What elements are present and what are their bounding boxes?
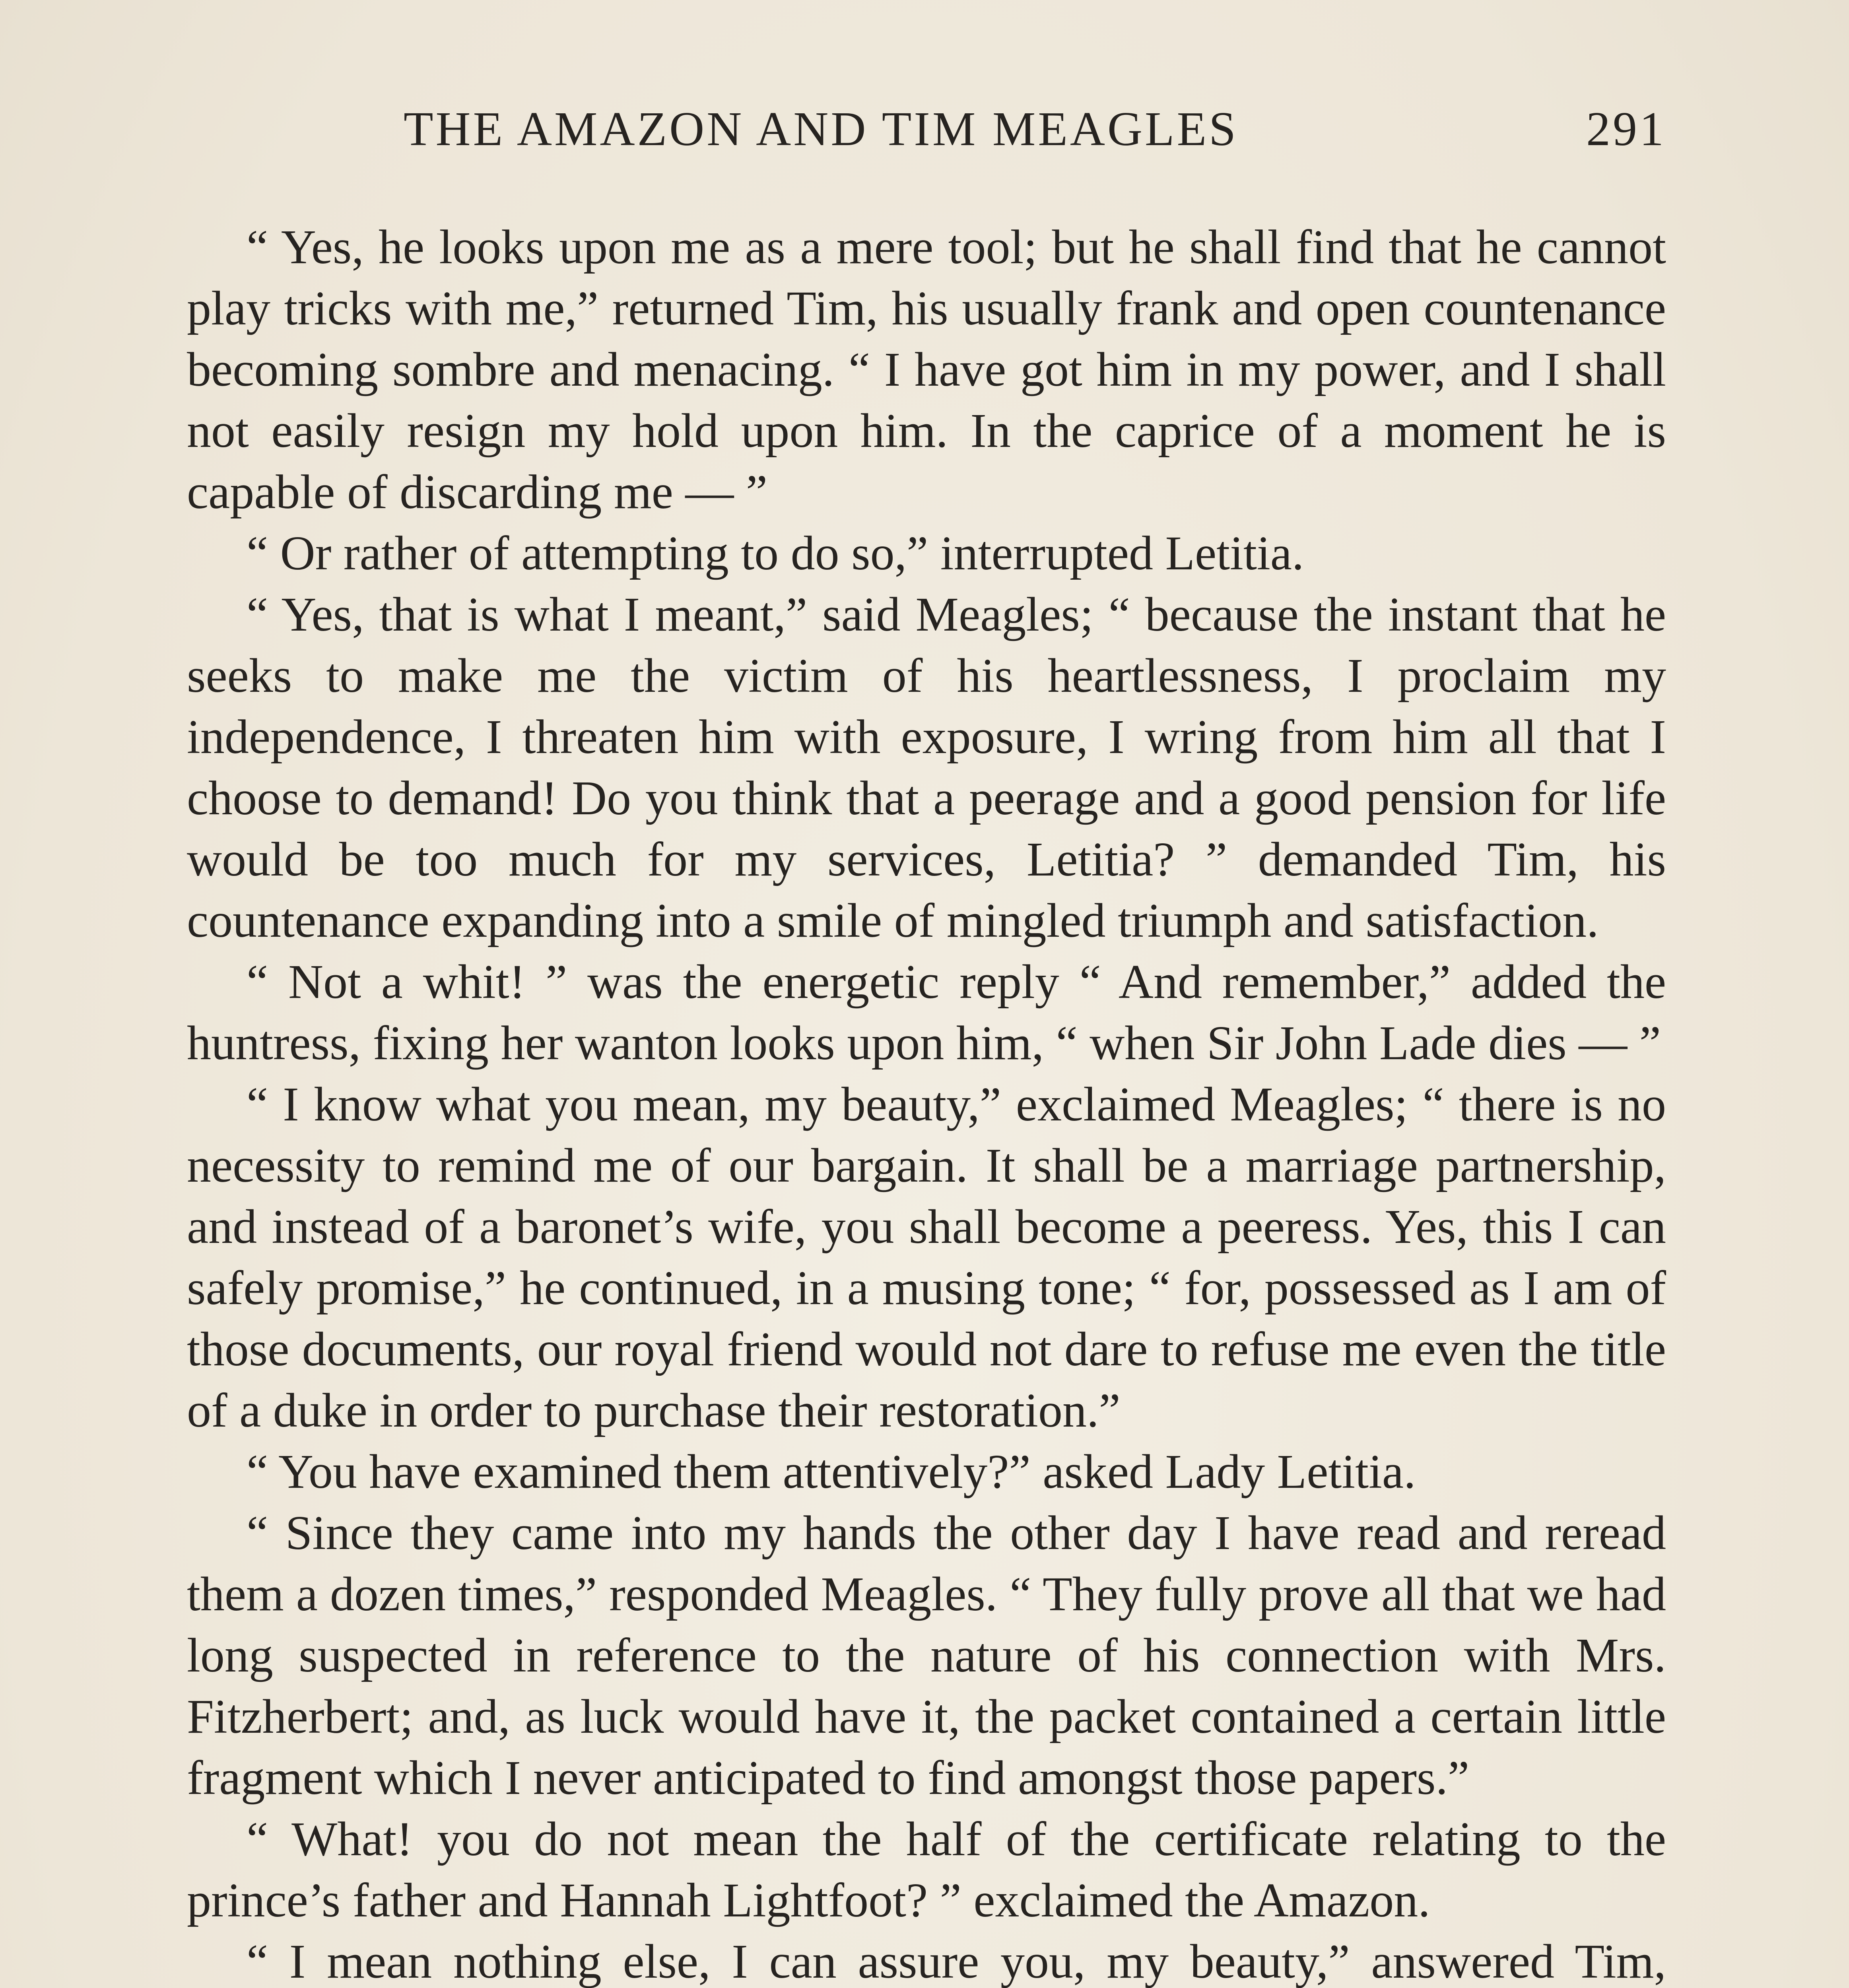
paragraph: “ Not a whit! ” was the energetic reply “ And remember,” added the huntress, fixing her wanton looks upon him, “ when Sir John Lade dies — ” bbox=[187, 955, 1666, 1070]
paragraph: “ Yes, he looks upon me as a mere tool; but he shall find that he cannot play tricks with me,” returned Tim, his usually frank and open countenance becoming sombre and menacing. “ I have got him in my power, and I shall not easily resign my hold upon him. In the caprice of a moment he is capable of discarding me — ” bbox=[187, 220, 1666, 519]
paragraph: “ I mean nothing else, I can assure you, my beauty,” answered Tim, bbox=[247, 1935, 1666, 1988]
page-number: 291 bbox=[1586, 102, 1666, 156]
running-title: THE AMAZON AND TIM MEAGLES bbox=[404, 102, 1238, 156]
paragraph: “ Or rather of attempting to do so,” interrupted Letitia. bbox=[247, 526, 1304, 580]
body-text bbox=[187, 217, 1666, 1988]
paragraph: “ What! you do not mean the half of the certificate relating to the prince’s father and Hannah Lightfoot? ” exclaimed the Amazon. bbox=[187, 1812, 1666, 1927]
paragraph: “ Since they came into my hands the other day I have read and reread them a dozen times,” responded Meagles. “ They fully prove all that we had long suspected in reference to the nature of his connection with Mrs. Fitzherbert; and, as luck would have it, the packet contained a certain little fragment which I never anticipated to find amongst those papers.” bbox=[187, 1506, 1666, 1805]
paragraph: “ You have examined them attentively?” asked Lady Letitia. bbox=[247, 1445, 1416, 1499]
paragraph: “ Yes, that is what I meant,” said Meagles; “ because the instant that he seeks to make me the victim of his heartlessness, I proclaim my independence, I threaten him with exposure, I wring from him all that I choose to demand! Do you think that a peerage and a good pension for life would be too much for my services, Letitia? ” demanded Tim, his countenance expanding into a smile of mingled triumph and satisfaction. bbox=[187, 588, 1666, 947]
page-header bbox=[187, 101, 1666, 165]
paragraph: “ I know what you mean, my beauty,” exclaimed Meagles; “ there is no necessity to remind me of our bargain. It shall be a marriage partnership, and instead of a baronet’s wife, you shall become a peeress. Yes, this I can safely promise,” he continued, in a musing tone; “ for, possessed as I am of those documents, our royal friend would not dare to refuse me even the title of a duke in order to purchase their restoration.” bbox=[187, 1077, 1666, 1437]
